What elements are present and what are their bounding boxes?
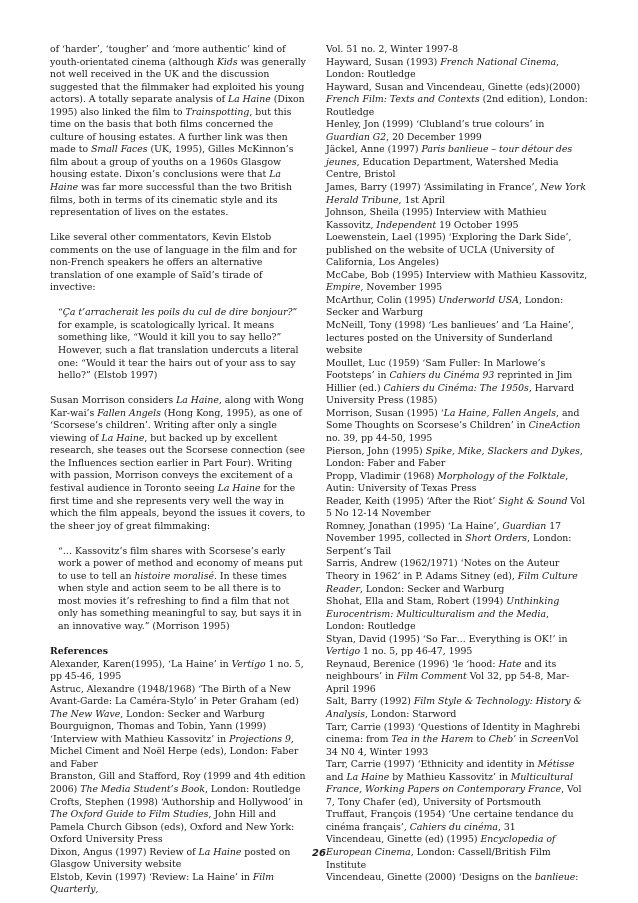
italic-run: Ça t’arracherait les poils du cul de dire bonjour? — [62, 307, 293, 319]
reference-entry — [326, 270, 588, 295]
italic-run: Film Style & Technology: History & Analysis — [326, 696, 582, 720]
text-run: Alexander, Karen(1995), ‘La Haine’ in — [50, 658, 232, 670]
text-run: Tarr, Carrie (1997) ‘Ethnicity and identity in — [326, 759, 538, 771]
italic-run: Morphology of the Folktale — [437, 470, 566, 482]
text-run: was far more successful than the two British films, both in terms of its cinematic style and its representation of lives on the estates. — [50, 182, 292, 219]
text-run: Elstob, Kevin (1997) ‘Review: La Haine’ in — [50, 871, 253, 883]
text-run: Truffaut, François (1954) ‘Une certaine tendance du cinéma français’, — [326, 809, 574, 833]
text-run: , London: Routledge — [326, 608, 549, 633]
italic-run: histoire moralisé — [134, 570, 214, 582]
text-run: Loewenstein, Lael (1995) ‘Exploring the Dark Side’, published on the website of UCLA (University of California, Los Angeles) — [326, 232, 572, 269]
italic-run: Métisse — [537, 759, 575, 771]
text-run: Morrison, Susan (1995) ‘ — [326, 407, 444, 419]
italic-run: Hate — [498, 658, 522, 670]
text-run: 19 October 1995 — [436, 219, 519, 231]
italic-run: La Haine — [101, 432, 145, 444]
body-paragraph — [50, 44, 306, 220]
text-run: , London: Secker and Warburg — [120, 708, 265, 720]
text-run: Johnson, Sheila (1995) Interview with Mathieu Kassovitz, — [326, 207, 547, 231]
text-run: James, Barry (1997) ‘Assimilating in France’, — [326, 182, 541, 194]
text-run: was generally not well received in the UK and the discussion suggested that the filmmaker had exploited his young actors). A totally separate analysis of — [50, 56, 306, 106]
italic-run: Trainspotting — [185, 106, 250, 118]
reference-entry — [326, 558, 588, 596]
reference-entry — [50, 684, 306, 722]
text-run: , London: Cassell/British Film Institute — [326, 847, 551, 871]
text-run: Henley, Jon (1999) ‘Clubland’s true colours’ in — [326, 119, 545, 131]
text-run: Reynaud, Berenice (1996) ‘le ‘hood: — [326, 658, 499, 670]
reference-entry — [326, 634, 588, 659]
italic-run: La Haine — [198, 846, 242, 858]
italic-run: Kids — [216, 56, 238, 68]
block-quote — [50, 546, 306, 634]
reference-entry — [326, 57, 588, 82]
block-quote — [50, 307, 306, 382]
text-run: (Dixon 1995) also linked the film to — [50, 94, 305, 118]
text-run: ” for example, is scatologically lyrical. It means something like, “Would it kill you to say hello?” However, such a flat translation undercuts a literal one: “Would it tear the hairs out of your ass to say hello?” (Elstob 1997) — [58, 307, 299, 382]
text-run: , Harvard University Press (1985) — [326, 382, 575, 407]
right-column — [326, 44, 588, 885]
text-run: Moullet, Luc (1959) ‘Sam Fuller: In Marlowe’s Footsteps’ in — [326, 357, 546, 382]
text-run: and — [326, 771, 347, 783]
reference-entry — [50, 872, 306, 897]
text-run: , but this time on the basis that both films concerned the culture of housing estates. A further link was then made to — [50, 106, 292, 156]
text-run: McNeill, Tony (1998) ‘Les banlieues’ and ‘La Haine’, lectures posted on the University of Sunderland website — [326, 320, 574, 357]
text-run: Vol 32, pp 54-8, Mar-April 1996 — [326, 671, 570, 695]
text-run: Shohat, Ella and Stam, Robert (1994) — [326, 596, 507, 608]
italic-run: Fallen Angels — [97, 407, 161, 419]
reference-entry — [326, 295, 588, 320]
reference-entry — [326, 82, 588, 120]
text-run: Vol 34 N0 4, Winter 1993 — [326, 734, 579, 758]
body-paragraph — [50, 232, 306, 295]
reference-entry — [326, 809, 588, 834]
text-run: Vincendeau, Ginette (2000) ‘Designs on the — [326, 872, 535, 884]
italic-run: The Media Student’s Book — [80, 784, 205, 796]
text-run: posted on Glasgow University website — [50, 846, 291, 871]
italic-run: Small Faces — [91, 144, 148, 156]
italic-run: La Haine — [50, 169, 281, 194]
italic-run: Spike, Mike, Slackers and Dykes — [425, 445, 580, 457]
text-run: Romney, Jonathan (1995) ‘La Haine’, — [326, 520, 503, 532]
reference-entry — [326, 722, 588, 760]
italic-run: La Haine — [227, 94, 271, 106]
italic-run: CineAction — [528, 420, 581, 432]
reference-entry — [50, 659, 306, 684]
text-run: , and Some Thoughts on Scorsese’s Children’ in — [326, 407, 580, 432]
italic-run: Screen — [531, 734, 565, 746]
reference-entry — [326, 596, 588, 634]
text-run: 1 no. 5, pp 46-47, 1995 — [360, 646, 473, 658]
italic-run: Sight & Sound — [498, 495, 568, 507]
reference-entry — [326, 207, 588, 232]
italic-run: The Oxford Guide to Film Studies — [50, 809, 209, 821]
text-run: reprinted in Jim Hillier (ed.) — [326, 370, 573, 394]
italic-run: Encyclopedia of European Cinema — [326, 834, 556, 858]
italic-run: Tea in the Harem — [391, 734, 474, 746]
text-run: Styan, David (1995) ‘So Far… Everything is OK!’ in — [326, 633, 568, 645]
text-run: Salt, Barry (1992) — [326, 696, 414, 708]
reference-entry — [326, 358, 588, 408]
reference-entry — [326, 182, 588, 207]
text-run: of ‘harder’, ‘tougher’ and ‘more authentic’ kind of youth-orientated cinema (although — [50, 44, 286, 68]
reference-entry — [326, 872, 588, 885]
text-run: , but backed up by excellent research, she teases out the Scorsese connection (see the Influences section earlier in Part Four). Writing with passion, Morrison conveys the excitement of a festival audience in Toronto seeing — [50, 432, 306, 494]
italic-run: Guardian — [502, 520, 547, 532]
text-run: McCabe, Bob (1995) Interview with Mathieu Kassovitz, — [326, 269, 588, 281]
text-run: , 20 December 1999 — [386, 131, 482, 143]
text-run: , London: Starword — [365, 708, 457, 720]
text-run: , London: Routledge — [204, 784, 301, 796]
text-run: , John Hill and Pamela Church Gibson (eds), Oxford and New York: Oxford University Press — [50, 809, 295, 846]
text-run: McArthur, Colin (1995) — [326, 294, 439, 306]
reference-entry — [50, 797, 306, 847]
italic-run: La Haine — [217, 483, 261, 494]
italic-run: Guardian G2 — [326, 131, 387, 143]
text-run: , 31 — [497, 821, 516, 833]
reference-entry — [326, 759, 588, 809]
italic-run: Vertigo — [326, 646, 361, 658]
text-run: Reader, Keith (1995) ‘After the Riot’ — [326, 495, 499, 507]
body-paragraph — [50, 395, 306, 533]
text-run: , London: Serpent’s Tail — [326, 533, 572, 557]
text-run: , Autin: University of Texas Press — [326, 470, 569, 495]
italic-run: Cahiers du Cinéma 93 — [389, 370, 495, 382]
reference-entry — [326, 521, 588, 559]
text-run: Crofts, Stephen (1998) ‘Authorship and Hollywood’ in — [50, 796, 304, 808]
text-run: Astruc, Alexandre (1948/1968) ‘The Birth of a New Avant-Garde: La Caméra-Stylo’ in Peter Graham (ed) — [50, 683, 299, 708]
text-run: Susan Morrison considers — [50, 395, 177, 407]
text-run: no. 39, pp 44-50, 1995 — [326, 432, 433, 444]
text-run: , Education Department, Watershed Media Centre, Bristol — [326, 156, 559, 181]
text-run: Vol. 51 no. 2, Winter 1997-8 — [326, 44, 458, 55]
text-run: , 1st April — [398, 194, 445, 206]
text-run: to — [473, 734, 489, 746]
text-run: . In these times when style and action seem to be all there is to most movies it’s refreshing to find a film that not only has something meaningful to say, but says it in an innovative way.” (Morrison 1995) — [58, 570, 302, 632]
text-run: Vincendeau, Ginette (ed) (1995) — [326, 834, 481, 846]
text-run: ’ in — [513, 734, 532, 746]
italic-run: Film Quarterly — [50, 871, 275, 896]
text-run: , Vol 7, Tony Chafer (ed), University of Portsmouth — [326, 784, 582, 808]
italic-run: Paris banlieue – tour détour des jeunes — [326, 144, 573, 168]
italic-run: La Haine — [346, 771, 390, 783]
text-run: (Hong Kong, 1995), as one of ‘Scorsese’s children’. Writing after only a single viewing of — [50, 407, 302, 444]
text-run: “… Kassovitz’s film shares with Scorsese’s early work a power of method and economy of means put to use to tell an — [58, 545, 303, 582]
italic-run: Short Orders — [465, 533, 528, 545]
italic-run: Multicultural France, Working Papers on Contemporary France — [326, 771, 573, 796]
text-run: for the first time and she represents very well the way in which the film appeals, beyond the issues it covers, to the sheer joy of great filmmaking: — [50, 483, 306, 532]
text-run: , London: Secker and Warburg — [326, 294, 564, 319]
references-list-left — [50, 659, 306, 897]
text-run: Jäckel, Anne (1997) — [326, 144, 422, 156]
text-run: , November 1995 — [360, 282, 443, 294]
italic-run: banlieue — [534, 872, 576, 884]
italic-run: French National Cinema — [440, 56, 557, 68]
reference-entry — [326, 320, 588, 358]
italic-run: Cahiers du Cinéma: The 1950s — [383, 382, 529, 394]
reference-entry — [326, 44, 588, 57]
references-list-right — [326, 44, 588, 885]
text-run: 1 no. 5, pp 45-46, 1995 — [50, 658, 304, 683]
italic-run: French Film: Texts and Contexts — [326, 94, 480, 106]
italic-run: Vertigo — [231, 658, 266, 670]
text-run: Branston, Gill and Stafford, Roy (1999 and 4th edition 2006) — [50, 771, 306, 796]
italic-run: La Haine, Fallen Angels — [443, 407, 557, 419]
reference-entry — [326, 408, 588, 446]
italic-run: Independent — [376, 219, 437, 231]
text-run: Hayward, Susan and Vincendeau, Ginette (eds)(2000) — [326, 81, 581, 93]
text-run: Vol 5 No 12-14 November — [326, 495, 585, 520]
text-run: Tarr, Carrie (1993) ‘Questions of Identity in Maghrebi cinema: from — [326, 721, 581, 746]
italic-run: Film Comment — [396, 671, 467, 683]
italic-run: The New Wave — [50, 708, 121, 720]
text-run: Dixon, Angus (1997) Review of — [50, 846, 199, 858]
text-run: , — [95, 884, 99, 896]
italic-run: Projections 9 — [229, 733, 291, 745]
text-run: , London: Faber and Faber — [326, 445, 583, 470]
italic-run: Underworld USA — [438, 294, 519, 306]
reference-entry — [326, 144, 588, 182]
italic-run: Cheb — [488, 734, 514, 746]
left-column — [50, 44, 306, 897]
reference-entry — [326, 659, 588, 697]
text-run: “ — [58, 307, 63, 319]
reference-entry — [50, 721, 306, 771]
italic-run: New York Herald Tribune — [326, 182, 586, 206]
reference-entry — [326, 496, 588, 521]
reference-entry — [326, 232, 588, 270]
reference-entry — [326, 696, 588, 721]
italic-run: Cahiers du cinéma — [409, 821, 498, 833]
text-run: , London: Routledge — [326, 56, 560, 81]
text-run: , Michel Ciment and Noël Herpe (eds), London: Faber and Faber — [50, 733, 299, 770]
text-run: Hayward, Susan (1993) — [326, 56, 441, 68]
text-run: and its neighbours’ in — [326, 658, 557, 683]
italic-run: Empire — [326, 282, 361, 294]
text-run: Pierson, John (1995) — [326, 445, 426, 457]
text-run: Bourguignon, Thomas and Tobin, Yann (1999) ‘Interview with Mathieu Kassovitz’ in — [50, 721, 267, 745]
text-run: (2nd edition), London: Routledge — [326, 94, 588, 118]
text-run: Like several other commentators, Kevin Elstob comments on the use of language in the film and for non-French speakers he offers an alternative translation of one example of Saïd’s tirade of invective: — [50, 232, 297, 294]
text-run: , along with Wong Kar-wai’s — [50, 395, 304, 419]
italic-run: La Haine — [176, 395, 219, 407]
text-run: , London: Secker and Warburg — [359, 583, 505, 595]
text-run: 17 November 1995, collected in — [326, 520, 562, 545]
text-run: by Mathieu Kassovitz’ in — [389, 771, 511, 783]
reference-entry — [326, 471, 588, 496]
page-number: 26 — [312, 848, 326, 859]
text-run: (UK, 1995), Gilles McKinnon’s film about a group of youths on a 1960s Glasgow housing estate. Dixon’s conclusions were that — [50, 144, 294, 181]
italic-run: Film Culture Reader — [326, 570, 578, 595]
reference-entry — [326, 119, 588, 144]
references-heading: References — [50, 646, 108, 658]
italic-run: Unthinking Eurocentrism: Multiculturalism and the Media — [326, 596, 560, 620]
text-run: Sarris, Andrew (1962/1971) ‘Notes on the Auteur Theory in 1962’ in P. Adams Sitney (ed), — [326, 558, 560, 582]
text-run: Propp, Vladimir (1968) — [326, 470, 438, 482]
text-run: : — [575, 872, 579, 884]
reference-entry — [50, 771, 306, 796]
reference-entry — [326, 446, 588, 471]
